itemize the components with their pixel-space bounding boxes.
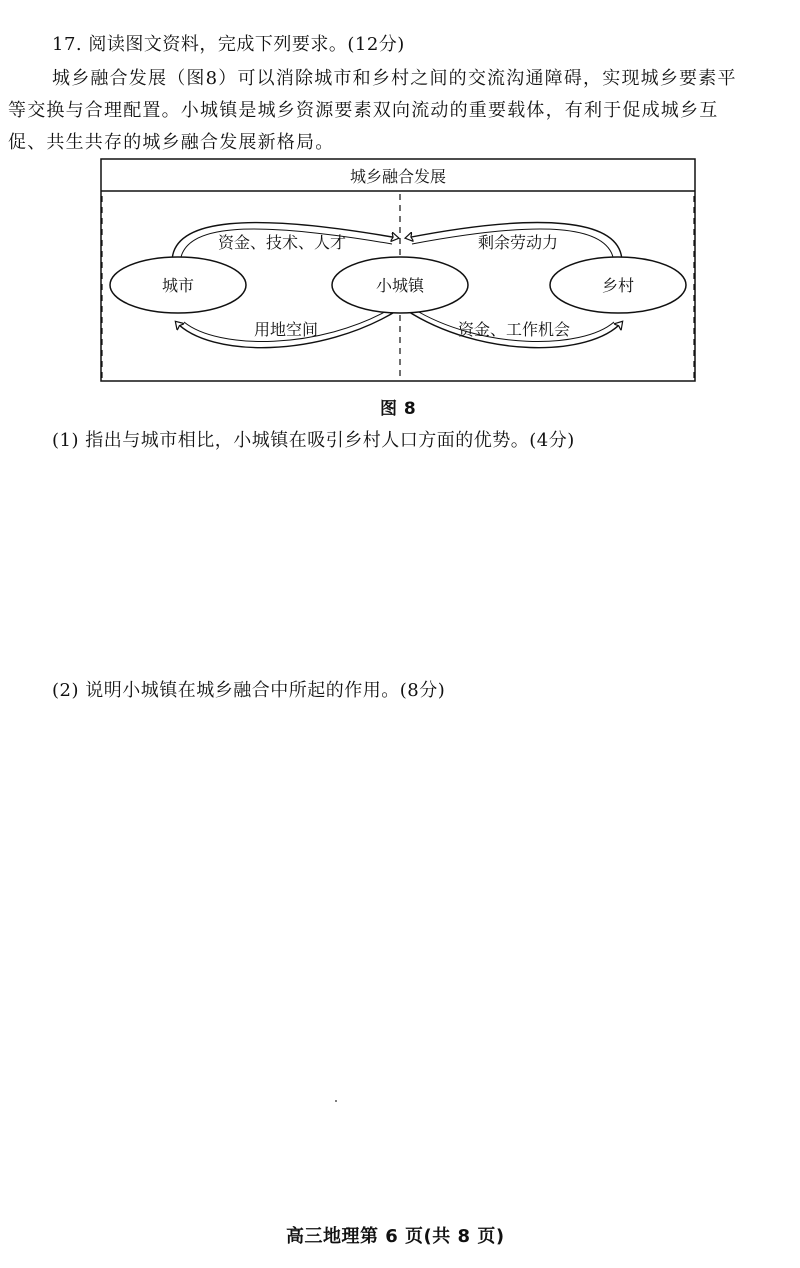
flow-label-village-to-town: 剩余劳动力	[477, 233, 559, 252]
node-city-label: 城市	[161, 276, 195, 295]
page-footer: 高三地理第 6 页(共 8 页)	[286, 1226, 505, 1247]
diagram-header: 城乡融合发展	[349, 167, 447, 186]
question-title: 17. 阅读图文资料，完成下列要求。(12分)	[52, 34, 405, 55]
intro-line-3: 促、共生共存的城乡融合发展新格局。	[8, 132, 335, 153]
stray-mark	[335, 1100, 337, 1102]
node-village-label: 乡村	[601, 276, 635, 295]
flow-label-town-to-village: 资金、工作机会	[457, 320, 571, 339]
figure-caption: 图 8	[380, 399, 417, 419]
sub-question-1: (1) 指出与城市相比，小城镇在吸引乡村人口方面的优势。(4分)	[52, 430, 575, 451]
node-town-label: 小城镇	[375, 276, 425, 295]
intro-line-2: 等交换与合理配置。小城镇是城乡资源要素双向流动的重要载体，有利于促成城乡互	[8, 100, 719, 121]
intro-line-1: 城乡融合发展（图8）可以消除城市和乡村之间的交流沟通障碍，实现城乡要素平	[52, 68, 737, 89]
flow-label-town-to-city: 用地空间	[253, 320, 319, 339]
flow-label-city-to-town: 资金、技术、人才	[217, 233, 347, 252]
urban-rural-diagram	[100, 158, 696, 384]
sub-question-2: (2) 说明小城镇在城乡融合中所起的作用。(8分)	[52, 680, 446, 701]
